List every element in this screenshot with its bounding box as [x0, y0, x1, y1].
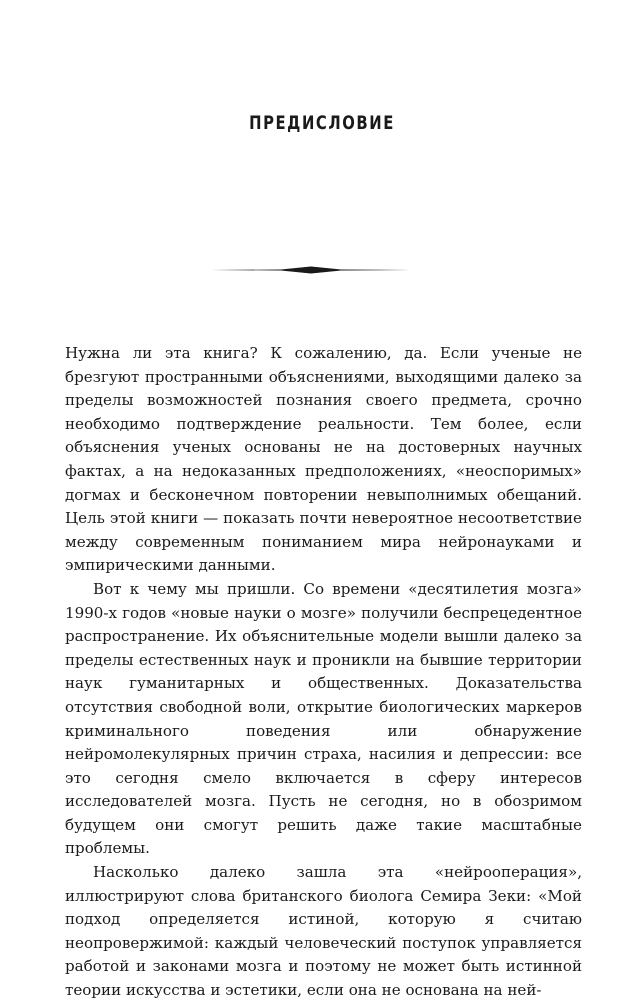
paragraph: Насколько далеко зашла эта «нейрооперация», иллюстрируют слова британского биолога Семира Зеки: «Мой подход определяется истиной, которую я считаю неопровержимой: каждый человеческий поступок управляется работой и законами мозга и поэтому не может быть истинной теории искусства и эстетики, если она не основана на ней-	[65, 863, 582, 1000]
paragraph: Вот к чему мы пришли. Со времени «десятилетия мозга» 1990-х годов «новые науки о мозге» получили беспрецедентное распространение. Их объяснительные модели вышли далеко за пределы естественных наук и проникли на бывшие территории наук гуманитарных и общественных. Доказательства отсутствия свободной воли, открытие биологических маркеров криминального поведения или обнаружение нейромолекулярных причин страха, насилия и депрессии: все это сегодня смело включается в сферу интересов исследователей мозга. Пусть не сегодня, но в обозримом будущем они смогут решить даже такие масштабные проблемы.	[65, 579, 582, 858]
chapter-title: ПРЕДИСЛОВИЕ	[249, 112, 395, 134]
body-text	[65, 342, 582, 1003]
title-divider-ornament	[211, 264, 411, 276]
paragraph: Нужна ли эта книга? К сожалению, да. Если ученые не брезгуют пространными объяснениями, выходящими далеко за пределы возможностей познания своего предмета, срочно необходимо подтверждение реальности. Тем более, если объяснения ученых основаны не на достоверных научных фактах, а на недоказанных предположениях, «неоспоримых» догмах и бесконечном повторении невыполнимых обещаний. Цель этой книги — показать почти невероятное несоответствие между современным пониманием мира нейронауками и эмпирическими данными.	[65, 344, 582, 575]
